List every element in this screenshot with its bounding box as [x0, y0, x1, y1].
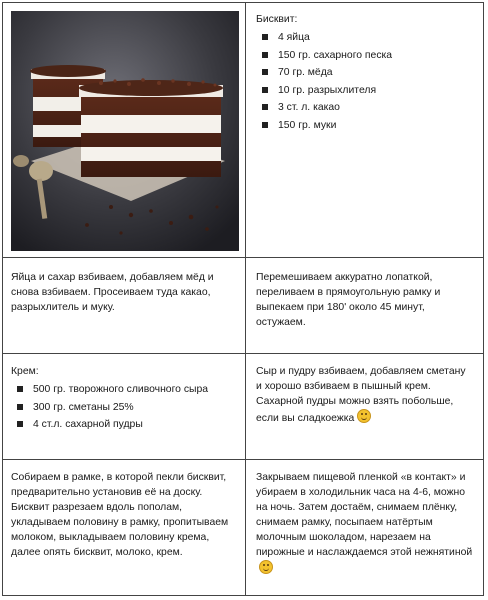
bullet-icon — [262, 122, 268, 128]
cream-ingredients-list — [11, 381, 237, 434]
bullet-icon — [262, 69, 268, 75]
biscuit-ingredients-list — [256, 29, 473, 134]
step-3-text: Сыр и пудру взбиваем, добавляем сметану и хорошо взбиваем в пышный крем. Сахарной пудры можно взять побольше, если вы сладкоежка — [256, 366, 466, 424]
bullet-icon — [17, 404, 23, 410]
list-item: 4 ст.л. сахарной пудры — [11, 416, 237, 434]
biscuit-ingredients-cell — [245, 2, 484, 258]
list-item: 150 гр. сахарного песка — [256, 47, 473, 65]
list-item: 4 яйца — [256, 29, 473, 47]
step-1-text: Яйца и сахар взбиваем, добавляем мёд и снова взбиваем. Просеиваем туда какао, разрыхлитель и муку. — [11, 272, 214, 313]
bullet-icon — [17, 421, 23, 427]
cream-heading: Крем: — [11, 366, 39, 377]
bullet-icon — [262, 52, 268, 58]
smile-emoji-icon — [357, 409, 371, 423]
step-4-cell — [2, 459, 246, 596]
list-item: 500 гр. творожного сливочного сыра — [11, 381, 237, 399]
step-3-cell — [245, 353, 484, 460]
step-5-text: Закрываем пищевой пленкой «в контакт» и убираем в холодильник часа на 4-6, можно на ночь. Затем достаём, снимаем плёнку, снимаем рамку, посыпаем натёртым молочным шоколадом, нарезаем на пирожные и наслаждаемся этой нежнятиной — [256, 470, 473, 577]
bullet-icon — [17, 386, 23, 392]
list-item: 150 гр. муки — [256, 117, 473, 135]
bullet-icon — [262, 87, 268, 93]
list-item: 300 гр. сметаны 25% — [11, 399, 237, 417]
recipe-table — [2, 2, 484, 596]
step-5-cell — [245, 459, 484, 596]
step-2-cell — [245, 257, 484, 354]
step-1-cell — [2, 257, 246, 354]
list-item: 10 гр. разрыхлителя — [256, 82, 473, 100]
step-4-text: Собираем в рамке, в которой пекли бисквит, предварительно установив её на доску. Бисквит разрезаем вдоль пополам, укладываем половину в рамку, пропитываем молоком, выкладываем половину крема, далее опять бисквит, молоко, крем. — [11, 472, 229, 558]
step-2-text: Перемешиваем аккуратно лопаткой, переливаем в прямоугольную рамку и выпекаем при 180' около 45 минут, остужаем. — [256, 272, 441, 328]
list-item: 70 гр. мёда — [256, 64, 473, 82]
cream-ingredients-cell — [2, 353, 246, 460]
list-item: 3 ст. л. какао — [256, 99, 473, 117]
bullet-icon — [262, 34, 268, 40]
bullet-icon — [262, 104, 268, 110]
biscuit-heading: Бисквит: — [256, 14, 298, 25]
happy-emoji-icon — [259, 560, 273, 574]
cake-photo — [11, 11, 239, 251]
photo-cell — [2, 2, 246, 258]
